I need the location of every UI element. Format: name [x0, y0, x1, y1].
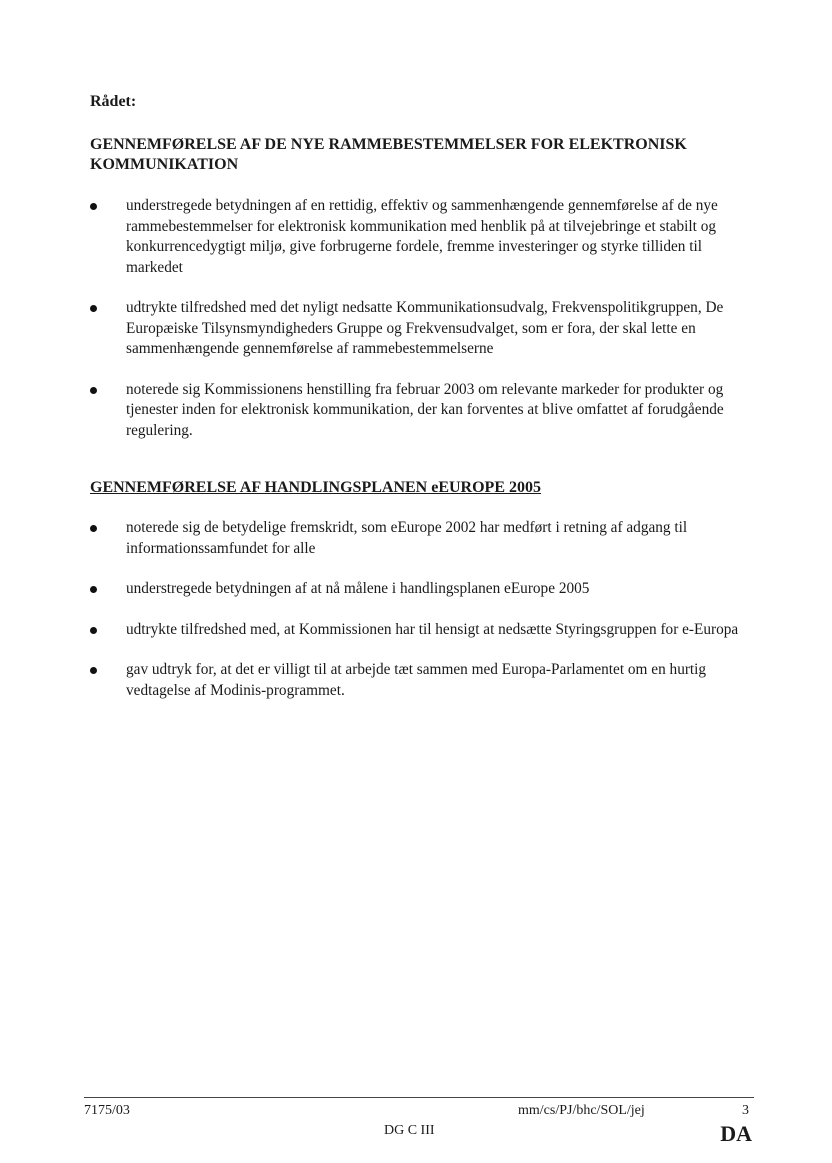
bullet-icon	[90, 667, 97, 674]
footer-directorate: DG C III	[384, 1123, 435, 1138]
list-item	[90, 579, 760, 600]
bullet-text: gav udtryk for, at det er villigt til at arbejde tæt sammen med Europa-Parlamentet om en hurtig vedtagelse af Modinis-programmet.	[126, 661, 707, 699]
bullet-text: udtrykte tilfredshed med, at Kommissionen har til hensigt at nedsætte Styringsgruppen for e-Europa	[126, 620, 739, 638]
footer-divider	[84, 1097, 754, 1098]
bullet-icon	[90, 627, 97, 634]
footer-doc-number: 7175/03	[84, 1103, 130, 1118]
list-item	[90, 298, 760, 360]
list-item	[90, 620, 760, 641]
list-item	[90, 660, 760, 701]
section-heading-framework: GENNEMFØRELSE AF DE NYE RAMMEBESTEMMELSER FOR ELEKTRONISK KOMMUNIKATION	[90, 136, 687, 173]
bullet-icon	[90, 387, 97, 394]
bullet-list-framework	[90, 196, 760, 441]
bullet-icon	[90, 586, 97, 593]
footer-language-code: DA	[720, 1121, 752, 1146]
bullet-icon	[90, 525, 97, 532]
bullet-icon	[90, 305, 97, 312]
bullet-icon	[90, 203, 97, 210]
list-item	[90, 196, 760, 278]
footer-reference: mm/cs/PJ/bhc/SOL/jej	[518, 1103, 645, 1118]
list-item	[90, 518, 760, 559]
council-label: Rådet:	[90, 93, 137, 110]
bullet-list-eeurope	[90, 518, 760, 701]
bullet-text: udtrykte tilfredshed med det nyligt nedsatte Kommunikationsudvalg, Frekvenspolitikgruppen, De Europæiske Tilsynsmyndigheders Gruppe og Frekvensudvalget, som er fora, der skal lette en sammenhængende gennemførelse af rammebestemmelserne	[126, 299, 724, 357]
bullet-text: understregede betydningen af en rettidig, effektiv og sammenhængende gennemførelse af de nye rammebestemmelser for elektronisk kommunikation med henblik på at tilvejebringe et stabilt og konkurrencedygtigt miljø, give forbrugerne fordele, fremme investeringer og styrke tilliden til markedet	[126, 197, 718, 276]
bullet-text: noterede sig Kommissionens henstilling fra februar 2003 om relevante markeder for produkter og tjenester inden for elektronisk kommunikation, der kan forventes at blive omfattet af forudgående regulering.	[126, 380, 724, 439]
section-heading-eeurope: GENNEMFØRELSE AF HANDLINGSPLANEN eEUROPE 2005	[90, 479, 541, 496]
list-item	[90, 380, 760, 442]
bullet-text: noterede sig de betydelige fremskridt, som eEurope 2002 har medført i retning af adgang til informationssamfundet for alle	[126, 519, 688, 557]
footer-page-number: 3	[742, 1103, 749, 1118]
bullet-text: understregede betydningen af at nå målene i handlingsplanen eEurope 2005	[126, 580, 590, 597]
